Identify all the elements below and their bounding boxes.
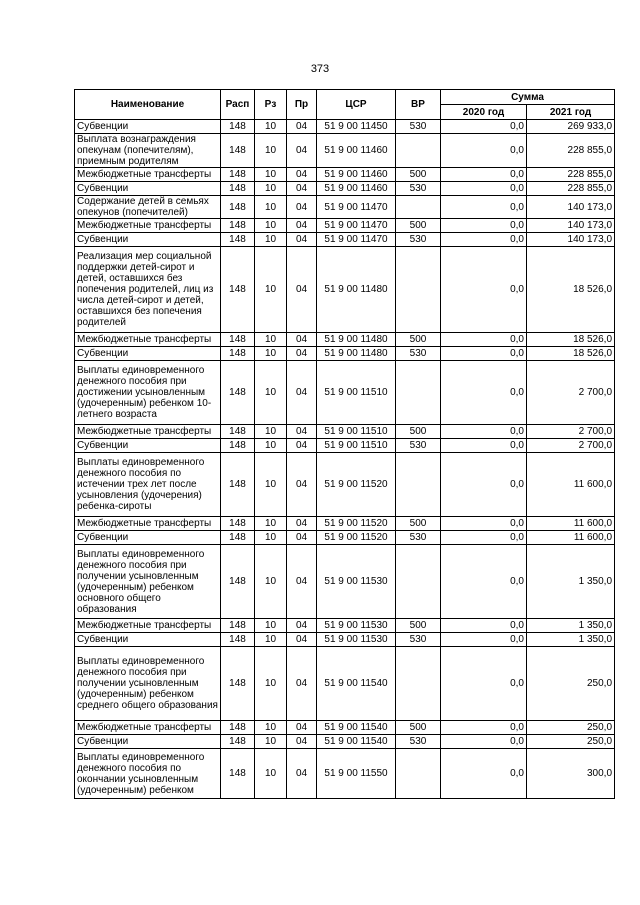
row-pr: 04 bbox=[287, 517, 317, 531]
row-rz: 10 bbox=[255, 361, 287, 425]
row-sum-2021: 11 600,0 bbox=[527, 531, 615, 545]
row-rz: 10 bbox=[255, 619, 287, 633]
row-rasp: 148 bbox=[221, 647, 255, 721]
row-pr: 04 bbox=[287, 247, 317, 333]
row-vr bbox=[396, 453, 441, 517]
row-sum-2021: 300,0 bbox=[527, 749, 615, 799]
row-csr: 51 9 00 11540 bbox=[317, 647, 396, 721]
row-sum-2021: 228 855,0 bbox=[527, 134, 615, 168]
row-vr: 530 bbox=[396, 347, 441, 361]
header-name: Наименование bbox=[75, 90, 221, 120]
table-row bbox=[75, 247, 615, 333]
row-sum-2020: 0,0 bbox=[441, 196, 527, 219]
row-rz: 10 bbox=[255, 134, 287, 168]
row-name: Выплата вознаграждения опекунам (попечителям), приемным родителям bbox=[75, 134, 221, 168]
row-sum-2020: 0,0 bbox=[441, 347, 527, 361]
row-vr bbox=[396, 647, 441, 721]
row-name: Межбюджетные трансферты bbox=[75, 333, 221, 347]
row-sum-2020: 0,0 bbox=[441, 233, 527, 247]
table-row bbox=[75, 196, 615, 219]
row-rz: 10 bbox=[255, 647, 287, 721]
row-csr: 51 9 00 11540 bbox=[317, 721, 396, 735]
row-rz: 10 bbox=[255, 219, 287, 233]
row-vr: 530 bbox=[396, 233, 441, 247]
row-csr: 51 9 00 11520 bbox=[317, 517, 396, 531]
row-vr: 530 bbox=[396, 531, 441, 545]
row-rasp: 148 bbox=[221, 219, 255, 233]
row-vr bbox=[396, 361, 441, 425]
row-sum-2021: 2 700,0 bbox=[527, 439, 615, 453]
page-number: 373 bbox=[310, 63, 330, 75]
table-row bbox=[75, 182, 615, 196]
table-header bbox=[75, 90, 615, 120]
row-sum-2021: 1 350,0 bbox=[527, 633, 615, 647]
row-rasp: 148 bbox=[221, 347, 255, 361]
row-sum-2020: 0,0 bbox=[441, 168, 527, 182]
row-csr: 51 9 00 11530 bbox=[317, 619, 396, 633]
row-pr: 04 bbox=[287, 531, 317, 545]
row-sum-2021: 1 350,0 bbox=[527, 545, 615, 619]
row-rz: 10 bbox=[255, 247, 287, 333]
row-name: Межбюджетные трансферты bbox=[75, 721, 221, 735]
row-name: Реализация мер социальной поддержки детей-сирот и детей, оставшихся без попечения родителей, лиц из числа детей-сирот и детей, оставшихся без попечения родителей bbox=[75, 247, 221, 333]
row-name: Выплаты единовременного денежного пособия при достижении усыновленным (удочеренным) ребенком 10-летнего возраста bbox=[75, 361, 221, 425]
row-pr: 04 bbox=[287, 168, 317, 182]
table-row bbox=[75, 647, 615, 721]
row-rz: 10 bbox=[255, 168, 287, 182]
header-csr: ЦСР bbox=[317, 90, 396, 120]
row-vr: 500 bbox=[396, 517, 441, 531]
row-sum-2020: 0,0 bbox=[441, 517, 527, 531]
row-csr: 51 9 00 11470 bbox=[317, 233, 396, 247]
row-csr: 51 9 00 11510 bbox=[317, 439, 396, 453]
row-rasp: 148 bbox=[221, 619, 255, 633]
row-pr: 04 bbox=[287, 233, 317, 247]
row-sum-2021: 11 600,0 bbox=[527, 453, 615, 517]
row-vr bbox=[396, 247, 441, 333]
row-rz: 10 bbox=[255, 735, 287, 749]
row-sum-2021: 228 855,0 bbox=[527, 168, 615, 182]
table-row bbox=[75, 531, 615, 545]
row-csr: 51 9 00 11450 bbox=[317, 120, 396, 134]
row-csr: 51 9 00 11470 bbox=[317, 196, 396, 219]
row-pr: 04 bbox=[287, 120, 317, 134]
row-sum-2020: 0,0 bbox=[441, 247, 527, 333]
row-csr: 51 9 00 11540 bbox=[317, 735, 396, 749]
row-csr: 51 9 00 11480 bbox=[317, 347, 396, 361]
row-sum-2020: 0,0 bbox=[441, 453, 527, 517]
row-rasp: 148 bbox=[221, 361, 255, 425]
row-name: Выплаты единовременного денежного пособия при получении усыновленным (удочеренным) ребенком основного общего образования bbox=[75, 545, 221, 619]
row-pr: 04 bbox=[287, 347, 317, 361]
row-vr: 530 bbox=[396, 633, 441, 647]
table-row bbox=[75, 545, 615, 619]
row-sum-2020: 0,0 bbox=[441, 120, 527, 134]
row-csr: 51 9 00 11460 bbox=[317, 134, 396, 168]
table-row bbox=[75, 619, 615, 633]
row-sum-2021: 228 855,0 bbox=[527, 182, 615, 196]
table-row bbox=[75, 439, 615, 453]
row-sum-2021: 1 350,0 bbox=[527, 619, 615, 633]
row-sum-2021: 269 933,0 bbox=[527, 120, 615, 134]
row-sum-2021: 18 526,0 bbox=[527, 247, 615, 333]
row-rasp: 148 bbox=[221, 425, 255, 439]
row-name: Выплаты единовременного денежного пособия по истечении трех лет после усыновления (удочерения) ребенка-сироты bbox=[75, 453, 221, 517]
table-row bbox=[75, 168, 615, 182]
row-sum-2020: 0,0 bbox=[441, 735, 527, 749]
table-row bbox=[75, 517, 615, 531]
row-vr: 500 bbox=[396, 219, 441, 233]
row-sum-2020: 0,0 bbox=[441, 219, 527, 233]
row-sum-2021: 250,0 bbox=[527, 721, 615, 735]
header-pr: Пр bbox=[287, 90, 317, 120]
table-row bbox=[75, 233, 615, 247]
header-year-2021: 2021 год bbox=[527, 105, 615, 120]
row-name: Субвенции bbox=[75, 182, 221, 196]
row-csr: 51 9 00 11520 bbox=[317, 453, 396, 517]
row-sum-2020: 0,0 bbox=[441, 619, 527, 633]
row-pr: 04 bbox=[287, 134, 317, 168]
table-row bbox=[75, 633, 615, 647]
row-csr: 51 9 00 11530 bbox=[317, 633, 396, 647]
row-rasp: 148 bbox=[221, 453, 255, 517]
row-rz: 10 bbox=[255, 749, 287, 799]
row-sum-2021: 250,0 bbox=[527, 647, 615, 721]
row-sum-2021: 140 173,0 bbox=[527, 233, 615, 247]
row-vr: 500 bbox=[396, 168, 441, 182]
row-rz: 10 bbox=[255, 425, 287, 439]
row-rasp: 148 bbox=[221, 735, 255, 749]
row-rz: 10 bbox=[255, 531, 287, 545]
row-pr: 04 bbox=[287, 425, 317, 439]
row-sum-2021: 2 700,0 bbox=[527, 361, 615, 425]
row-vr bbox=[396, 749, 441, 799]
row-vr: 530 bbox=[396, 120, 441, 134]
row-vr: 530 bbox=[396, 735, 441, 749]
row-rz: 10 bbox=[255, 545, 287, 619]
header-rz: Рз bbox=[255, 90, 287, 120]
row-sum-2020: 0,0 bbox=[441, 333, 527, 347]
row-rasp: 148 bbox=[221, 134, 255, 168]
row-rz: 10 bbox=[255, 439, 287, 453]
row-vr: 500 bbox=[396, 619, 441, 633]
row-vr: 530 bbox=[396, 439, 441, 453]
row-rz: 10 bbox=[255, 453, 287, 517]
row-name: Межбюджетные трансферты bbox=[75, 219, 221, 233]
row-sum-2020: 0,0 bbox=[441, 647, 527, 721]
row-rz: 10 bbox=[255, 120, 287, 134]
header-sum: Сумма bbox=[441, 90, 615, 105]
row-name: Межбюджетные трансферты bbox=[75, 517, 221, 531]
row-rz: 10 bbox=[255, 196, 287, 219]
row-pr: 04 bbox=[287, 453, 317, 517]
row-vr: 530 bbox=[396, 182, 441, 196]
row-vr bbox=[396, 134, 441, 168]
table-row bbox=[75, 749, 615, 799]
row-sum-2021: 140 173,0 bbox=[527, 219, 615, 233]
row-pr: 04 bbox=[287, 545, 317, 619]
row-sum-2020: 0,0 bbox=[441, 531, 527, 545]
row-name: Субвенции bbox=[75, 439, 221, 453]
row-name: Межбюджетные трансферты bbox=[75, 425, 221, 439]
table-row bbox=[75, 425, 615, 439]
row-pr: 04 bbox=[287, 735, 317, 749]
row-rz: 10 bbox=[255, 633, 287, 647]
row-csr: 51 9 00 11470 bbox=[317, 219, 396, 233]
row-name: Межбюджетные трансферты bbox=[75, 619, 221, 633]
row-rasp: 148 bbox=[221, 633, 255, 647]
table-body bbox=[75, 120, 615, 799]
row-sum-2021: 18 526,0 bbox=[527, 333, 615, 347]
row-rz: 10 bbox=[255, 333, 287, 347]
row-rz: 10 bbox=[255, 517, 287, 531]
row-name: Субвенции bbox=[75, 735, 221, 749]
header-year-2020: 2020 год bbox=[441, 105, 527, 120]
table-row bbox=[75, 120, 615, 134]
row-name: Субвенции bbox=[75, 120, 221, 134]
row-sum-2020: 0,0 bbox=[441, 439, 527, 453]
row-csr: 51 9 00 11510 bbox=[317, 361, 396, 425]
row-rasp: 148 bbox=[221, 545, 255, 619]
row-rz: 10 bbox=[255, 347, 287, 361]
row-csr: 51 9 00 11520 bbox=[317, 531, 396, 545]
header-rasp: Расп bbox=[221, 90, 255, 120]
table-row bbox=[75, 735, 615, 749]
row-csr: 51 9 00 11480 bbox=[317, 247, 396, 333]
row-rz: 10 bbox=[255, 721, 287, 735]
row-sum-2020: 0,0 bbox=[441, 425, 527, 439]
row-csr: 51 9 00 11480 bbox=[317, 333, 396, 347]
row-vr: 500 bbox=[396, 425, 441, 439]
row-rasp: 148 bbox=[221, 233, 255, 247]
table-row bbox=[75, 453, 615, 517]
row-csr: 51 9 00 11530 bbox=[317, 545, 396, 619]
row-name: Субвенции bbox=[75, 633, 221, 647]
row-pr: 04 bbox=[287, 182, 317, 196]
row-vr bbox=[396, 196, 441, 219]
row-name: Субвенции bbox=[75, 347, 221, 361]
row-rasp: 148 bbox=[221, 196, 255, 219]
row-sum-2021: 11 600,0 bbox=[527, 517, 615, 531]
budget-table bbox=[74, 89, 615, 799]
table-row bbox=[75, 361, 615, 425]
row-rasp: 148 bbox=[221, 333, 255, 347]
header-vr: ВР bbox=[396, 90, 441, 120]
row-rasp: 148 bbox=[221, 517, 255, 531]
row-rasp: 148 bbox=[221, 247, 255, 333]
table-row bbox=[75, 219, 615, 233]
row-sum-2020: 0,0 bbox=[441, 545, 527, 619]
row-sum-2020: 0,0 bbox=[441, 134, 527, 168]
row-pr: 04 bbox=[287, 749, 317, 799]
row-name: Субвенции bbox=[75, 531, 221, 545]
row-sum-2021: 140 173,0 bbox=[527, 196, 615, 219]
row-csr: 51 9 00 11510 bbox=[317, 425, 396, 439]
row-csr: 51 9 00 11460 bbox=[317, 168, 396, 182]
row-sum-2020: 0,0 bbox=[441, 633, 527, 647]
row-csr: 51 9 00 11460 bbox=[317, 182, 396, 196]
table-row bbox=[75, 333, 615, 347]
row-name: Межбюджетные трансферты bbox=[75, 168, 221, 182]
row-sum-2020: 0,0 bbox=[441, 749, 527, 799]
row-name: Субвенции bbox=[75, 233, 221, 247]
row-name: Содержание детей в семьях опекунов (попечителей) bbox=[75, 196, 221, 219]
row-sum-2020: 0,0 bbox=[441, 361, 527, 425]
row-pr: 04 bbox=[287, 219, 317, 233]
table-row bbox=[75, 134, 615, 168]
row-pr: 04 bbox=[287, 361, 317, 425]
row-rasp: 148 bbox=[221, 721, 255, 735]
row-pr: 04 bbox=[287, 633, 317, 647]
row-pr: 04 bbox=[287, 196, 317, 219]
row-rz: 10 bbox=[255, 233, 287, 247]
row-pr: 04 bbox=[287, 619, 317, 633]
row-vr: 500 bbox=[396, 721, 441, 735]
table-row bbox=[75, 721, 615, 735]
row-rasp: 148 bbox=[221, 531, 255, 545]
table-row bbox=[75, 347, 615, 361]
row-pr: 04 bbox=[287, 647, 317, 721]
row-sum-2020: 0,0 bbox=[441, 182, 527, 196]
row-rasp: 148 bbox=[221, 168, 255, 182]
row-name: Выплаты единовременного денежного пособия по окончании усыновленным (удочеренным) ребенком bbox=[75, 749, 221, 799]
row-rz: 10 bbox=[255, 182, 287, 196]
row-sum-2020: 0,0 bbox=[441, 721, 527, 735]
row-vr bbox=[396, 545, 441, 619]
row-pr: 04 bbox=[287, 721, 317, 735]
row-rasp: 148 bbox=[221, 120, 255, 134]
row-rasp: 148 bbox=[221, 439, 255, 453]
row-pr: 04 bbox=[287, 439, 317, 453]
row-vr: 500 bbox=[396, 333, 441, 347]
row-sum-2021: 2 700,0 bbox=[527, 425, 615, 439]
row-rasp: 148 bbox=[221, 182, 255, 196]
row-rasp: 148 bbox=[221, 749, 255, 799]
row-csr: 51 9 00 11550 bbox=[317, 749, 396, 799]
row-name: Выплаты единовременного денежного пособия при получении усыновленным (удочеренным) ребенком среднего общего образования bbox=[75, 647, 221, 721]
row-sum-2021: 250,0 bbox=[527, 735, 615, 749]
row-sum-2021: 18 526,0 bbox=[527, 347, 615, 361]
row-pr: 04 bbox=[287, 333, 317, 347]
